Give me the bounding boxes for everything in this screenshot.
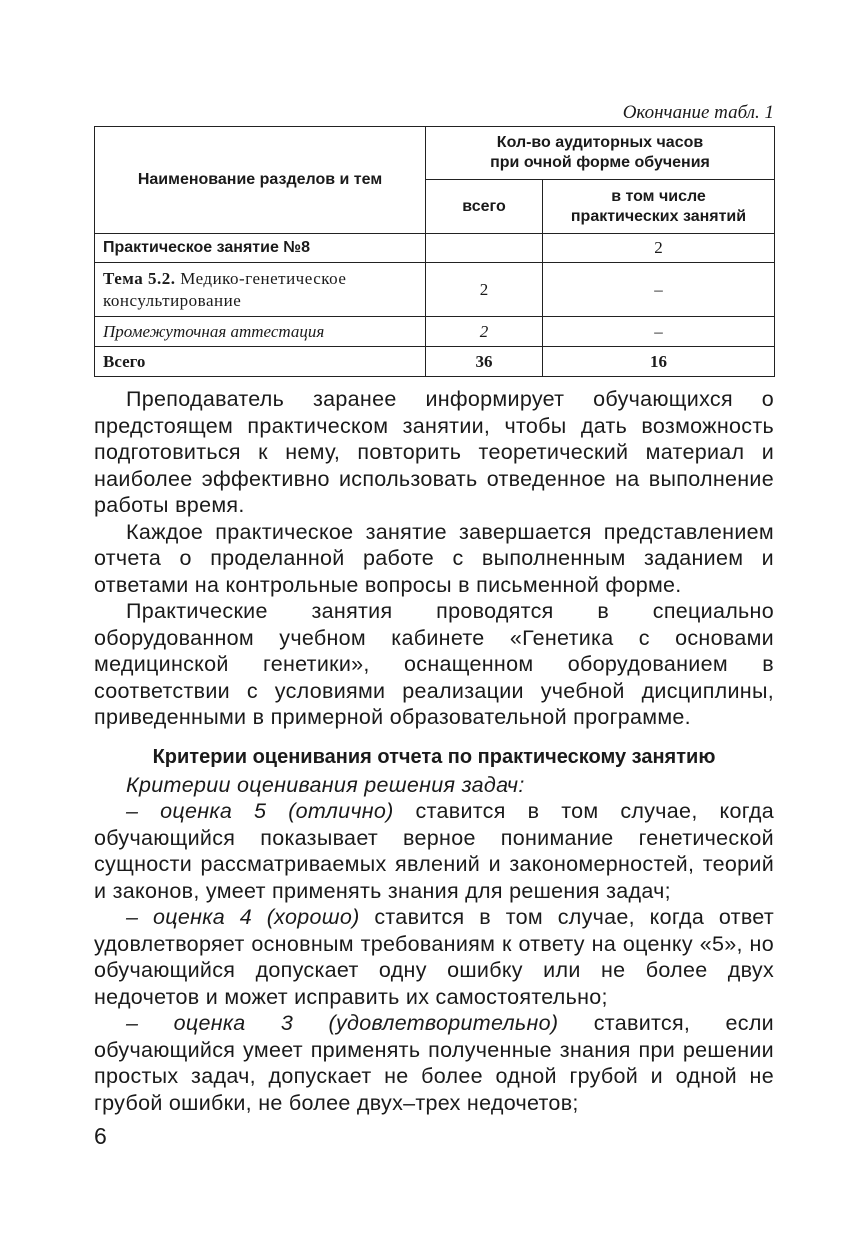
- row-name-bold: Тема 5.2.: [103, 268, 176, 288]
- row-name-text: Промежуточная аттестация: [103, 321, 325, 341]
- body-text: [94, 386, 774, 1116]
- row-practical: –: [543, 317, 775, 347]
- row-name: [95, 317, 426, 347]
- criterion-4-label: – оценка 4 (хорошо): [126, 905, 360, 929]
- table-row: [95, 234, 775, 263]
- table-row: [95, 317, 775, 347]
- criterion-5-text: ставится в том случае, когда обучающийся показывает верное понимание генетической сущности рассматриваемых явлений и закономерностей, теорий и законов, умеет применять знания для решения задач;: [94, 799, 774, 903]
- row-name-rest: Медико-генетическое консультирование: [103, 268, 347, 310]
- row-total: 2: [426, 263, 543, 317]
- row-practical: 2: [543, 234, 775, 263]
- criterion-3-label: – оценка 3 (удовлетворительно): [126, 1011, 559, 1035]
- table-row-total: [95, 347, 775, 377]
- row-name: [95, 263, 426, 317]
- criterion-3: [94, 1010, 774, 1116]
- criterion-5-label: – оценка 5 (отлично): [126, 799, 394, 823]
- subheading-text: Критерии оценивания решения задач:: [126, 772, 525, 797]
- criterion-5: [94, 798, 774, 904]
- paragraph-2: Каждое практическое занятие завершается представлением отчета о проделанной работе с выполненным заданием и ответами на контрольные вопросы в письменной форме.: [94, 519, 774, 597]
- hours-table: [94, 126, 775, 377]
- table-caption: Окончание табл. 1: [622, 102, 774, 123]
- row-practical: 16: [543, 347, 775, 377]
- row-name-text: Практическое занятие №8: [103, 239, 311, 256]
- criterion-4-text: ставится в том случае, когда ответ удовлетворяет основным требованиям к ответу на оценку «5», но обучающийся допускает одну ошибку или не более двух недочетов и может исправить их самостоятельно;: [94, 905, 775, 1009]
- paragraph-3: Практические занятия проводятся в специально оборудованном учебном кабинете «Генетика с основами медицинской генетики», оснащенном оборудованием в соответствии с условиями реализации учебной дисциплины, приведенными в примерной образовательной программе.: [94, 599, 774, 729]
- header-practical-text: в том числе практических занятий: [570, 187, 747, 225]
- table-row: [95, 263, 775, 317]
- header-total: всего: [426, 180, 543, 234]
- paragraph-1: Преподаватель заранее информирует обучающихся о предстоящем практическом занятии, чтобы дать возможность подготовиться к нему, повторить теоретический материал и наиболее эффективно использовать отведенное на выполнение работы время.: [94, 387, 774, 517]
- subheading: [94, 772, 774, 799]
- criterion-3-text: ставится, если обучающийся умеет применять полученные знания при решении простых задач, допускает не более одной грубой и одной не грубой ошибки, не более двух–трех недочетов;: [94, 1011, 774, 1115]
- header-hours-group: [426, 127, 775, 180]
- row-name: [95, 234, 426, 263]
- row-name: [95, 347, 426, 377]
- row-total: [426, 234, 543, 263]
- row-total: 36: [426, 347, 543, 377]
- header-hours-group-text: Кол-во аудиторных часов при очной форме обучения: [490, 134, 710, 171]
- row-name-text: Всего: [103, 351, 146, 371]
- header-section-name: Наименование разделов и тем: [95, 127, 426, 234]
- row-practical: –: [543, 263, 775, 317]
- criterion-4: [94, 904, 774, 1010]
- page-number: 6: [94, 1123, 107, 1149]
- header-practical: [543, 180, 775, 234]
- row-total: 2: [426, 317, 543, 347]
- section-heading: Критерии оценивания отчета по практическому занятию: [152, 745, 716, 768]
